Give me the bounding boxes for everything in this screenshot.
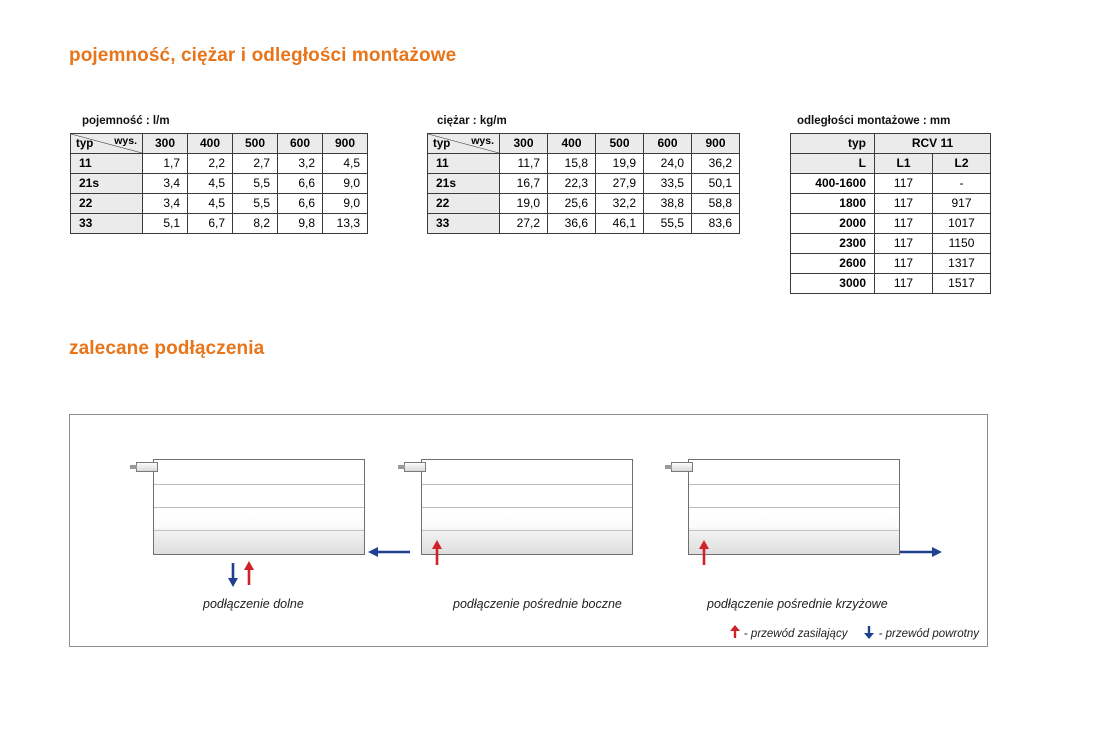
cell: 5,1 xyxy=(143,214,188,234)
cell: 27,9 xyxy=(596,174,644,194)
column-header: 500 xyxy=(596,134,644,154)
cell: 9,0 xyxy=(323,194,368,214)
radiator-diagram-2 xyxy=(421,459,633,555)
table-row xyxy=(428,194,740,214)
cell: 15,8 xyxy=(548,154,596,174)
cell: 3,2 xyxy=(278,154,323,174)
cell-l2: 1150 xyxy=(933,234,991,254)
cell-l: 2600 xyxy=(791,254,875,274)
table-row-subheader xyxy=(791,154,991,174)
cell: 50,1 xyxy=(692,174,740,194)
table-row xyxy=(791,214,991,234)
radiator-shading xyxy=(689,528,899,554)
column-header-model: RCV 11 xyxy=(875,134,991,154)
cell: 46,1 xyxy=(596,214,644,234)
cell: 8,2 xyxy=(233,214,278,234)
cell: 32,2 xyxy=(596,194,644,214)
row-header: 22 xyxy=(71,194,143,214)
table-row xyxy=(428,154,740,174)
legend-return-label: - przewód powrotny xyxy=(878,628,979,640)
row-header: 21s xyxy=(71,174,143,194)
caption-weight: ciężar : kg/m xyxy=(437,115,507,127)
table-row-header xyxy=(428,134,740,154)
table-row xyxy=(428,174,740,194)
cell: 13,3 xyxy=(323,214,368,234)
cell: 5,5 xyxy=(233,194,278,214)
table-capacity xyxy=(70,133,368,234)
cell: 1,7 xyxy=(143,154,188,174)
column-header: 400 xyxy=(188,134,233,154)
cell: 4,5 xyxy=(323,154,368,174)
arrow-pair-bottom-1 xyxy=(225,561,265,587)
page-title-connections: zalecane podłączenia xyxy=(69,338,265,359)
connection-diagrams-panel xyxy=(69,414,988,647)
table-weight xyxy=(427,133,740,234)
cell-l: 2000 xyxy=(791,214,875,234)
radiator-diagram-3 xyxy=(688,459,900,555)
cell: 9,8 xyxy=(278,214,323,234)
row-header: 33 xyxy=(428,214,500,234)
legend-supply-label: - przewód zasilający xyxy=(743,628,848,640)
cell-l: 3000 xyxy=(791,274,875,294)
table-row xyxy=(71,174,368,194)
radiator-shading xyxy=(422,528,632,554)
cell-l2: 917 xyxy=(933,194,991,214)
cell: 2,7 xyxy=(233,154,278,174)
cell: 36,2 xyxy=(692,154,740,174)
cell: 83,6 xyxy=(692,214,740,234)
arrow-up-supply-2 xyxy=(429,539,445,567)
arrow-up-supply-3 xyxy=(696,539,712,567)
cell: 55,5 xyxy=(644,214,692,234)
corner-label-wys: wys. xyxy=(471,135,494,147)
diagram-label-1: podłączenie dolne xyxy=(203,597,304,611)
cell: 3,4 xyxy=(143,194,188,214)
table-row xyxy=(791,274,991,294)
cell: 38,8 xyxy=(644,194,692,214)
cell: 27,2 xyxy=(500,214,548,234)
table-corner-cell xyxy=(71,134,143,154)
column-header: 900 xyxy=(323,134,368,154)
cell: 5,5 xyxy=(233,174,278,194)
column-header-typ: typ xyxy=(791,134,875,154)
table-row xyxy=(428,214,740,234)
table-corner-cell xyxy=(428,134,500,154)
column-header: 500 xyxy=(233,134,278,154)
cell: 4,5 xyxy=(188,174,233,194)
table-row-header xyxy=(71,134,368,154)
cell-l1: 117 xyxy=(875,254,933,274)
table-row xyxy=(71,214,368,234)
cell-l1: 117 xyxy=(875,174,933,194)
cell: 9,0 xyxy=(323,174,368,194)
cell: 11,7 xyxy=(500,154,548,174)
cell: 24,0 xyxy=(644,154,692,174)
valve-icon-2 xyxy=(404,462,426,472)
cell-l: 1800 xyxy=(791,194,875,214)
column-header: 900 xyxy=(692,134,740,154)
cell: 22,3 xyxy=(548,174,596,194)
cell: 25,6 xyxy=(548,194,596,214)
valve-icon-1 xyxy=(136,462,158,472)
cell-l1: 117 xyxy=(875,214,933,234)
corner-label-typ: typ xyxy=(76,138,94,150)
radiator-seam xyxy=(154,484,364,485)
corner-label-typ: typ xyxy=(433,138,451,150)
row-header: 21s xyxy=(428,174,500,194)
cell-l: 2300 xyxy=(791,234,875,254)
arrow-down-blue-icon xyxy=(863,625,875,639)
arrow-up-red-icon xyxy=(729,625,741,639)
cell: 6,7 xyxy=(188,214,233,234)
caption-capacity: pojemność : l/m xyxy=(82,115,170,127)
cell-l2: 1017 xyxy=(933,214,991,234)
diagram-label-2: podłączenie pośrednie boczne xyxy=(453,597,622,611)
cell-l1: 117 xyxy=(875,274,933,294)
table-row xyxy=(791,174,991,194)
cell: 36,6 xyxy=(548,214,596,234)
radiator-seam xyxy=(689,507,899,508)
caption-distance: odległości montażowe : mm xyxy=(797,115,951,127)
radiator-seam xyxy=(689,484,899,485)
page-title-capacity: pojemność, ciężar i odległości montażowe xyxy=(69,45,457,66)
subheader-l: L xyxy=(791,154,875,174)
table-row xyxy=(791,194,991,214)
table-row xyxy=(791,254,991,274)
cell: 19,0 xyxy=(500,194,548,214)
table-row xyxy=(71,154,368,174)
valve-icon-3 xyxy=(671,462,693,472)
table-row xyxy=(71,194,368,214)
table-distance xyxy=(790,133,991,294)
cell: 4,5 xyxy=(188,194,233,214)
diagram-legend xyxy=(729,625,979,640)
column-header: 400 xyxy=(548,134,596,154)
radiator-diagram-1 xyxy=(153,459,365,555)
arrow-right-return-3 xyxy=(898,545,944,559)
cell: 19,9 xyxy=(596,154,644,174)
cell: 6,6 xyxy=(278,174,323,194)
row-header: 33 xyxy=(71,214,143,234)
radiator-seam xyxy=(422,507,632,508)
row-header: 11 xyxy=(428,154,500,174)
cell: 33,5 xyxy=(644,174,692,194)
cell: 2,2 xyxy=(188,154,233,174)
cell-l2: - xyxy=(933,174,991,194)
radiator-shading xyxy=(154,528,364,554)
column-header: 600 xyxy=(644,134,692,154)
cell-l2: 1317 xyxy=(933,254,991,274)
cell: 6,6 xyxy=(278,194,323,214)
table-row xyxy=(791,234,991,254)
column-header: 600 xyxy=(278,134,323,154)
cell-l1: 117 xyxy=(875,234,933,254)
cell-l: 400-1600 xyxy=(791,174,875,194)
column-header: 300 xyxy=(500,134,548,154)
column-header: 300 xyxy=(143,134,188,154)
subheader-l2: L2 xyxy=(933,154,991,174)
subheader-l1: L1 xyxy=(875,154,933,174)
cell: 16,7 xyxy=(500,174,548,194)
row-header: 11 xyxy=(71,154,143,174)
cell: 3,4 xyxy=(143,174,188,194)
diagram-label-3: podłączenie pośrednie krzyżowe xyxy=(707,597,888,611)
table-row-header xyxy=(791,134,991,154)
cell-l2: 1517 xyxy=(933,274,991,294)
radiator-seam xyxy=(422,484,632,485)
row-header: 22 xyxy=(428,194,500,214)
arrow-left-return-2 xyxy=(366,545,412,559)
cell: 58,8 xyxy=(692,194,740,214)
radiator-seam xyxy=(154,507,364,508)
corner-label-wys: wys. xyxy=(114,135,137,147)
cell-l1: 117 xyxy=(875,194,933,214)
